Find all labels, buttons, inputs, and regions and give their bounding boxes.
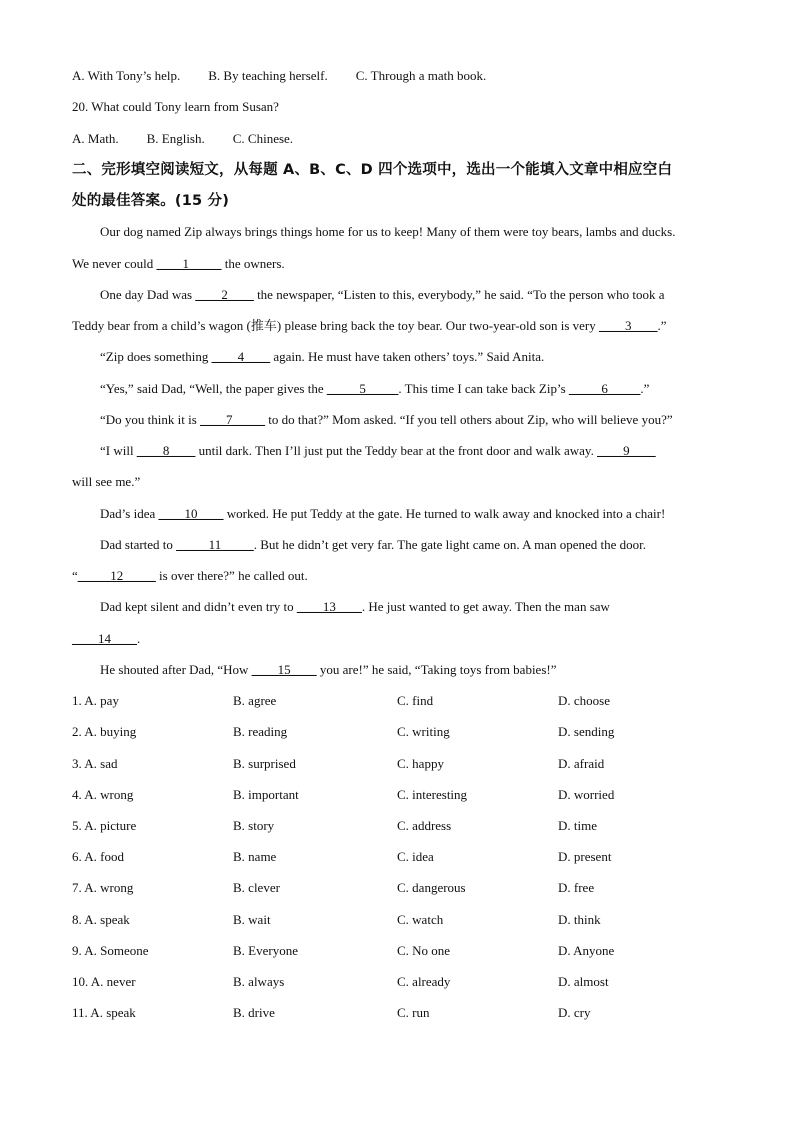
q19-option-c: C. Through a math book. (355, 68, 487, 83)
text: Dad’s idea (100, 506, 159, 521)
blank-3: ____3____ (598, 318, 658, 333)
option-8-a: 8. A. speak (72, 912, 130, 927)
blank-5: _____5_____ (326, 381, 399, 396)
passage-p7 (100, 505, 665, 523)
option-7-b: B. clever (233, 880, 280, 895)
option-11-a: 11. A. speak (72, 1005, 136, 1020)
passage-p1-line2 (72, 255, 285, 273)
passage-p8-line1 (100, 536, 646, 554)
text: the newspaper, “Listen to this, everybody,” he said. “To the person who took a (253, 287, 665, 302)
option-3-d: D. afraid (558, 756, 605, 771)
text: you are!” he said, “Taking toys from babies!” (316, 662, 557, 677)
text: to do that?” Mom asked. “If you tell others about Zip, who will believe you?” (265, 412, 673, 427)
passage-p5 (100, 411, 673, 429)
blank-14: ____14____ (72, 631, 137, 646)
text: . He just wanted to get away. Then the man saw (361, 599, 610, 614)
q19-option-b: B. By teaching herself. (208, 68, 328, 83)
option-10-b: B. always (233, 974, 285, 989)
option-5-b: B. story (233, 818, 275, 833)
passage-p10 (100, 661, 557, 679)
q19-options (72, 67, 486, 85)
option-4-b: B. important (233, 787, 299, 802)
passage-p8-line2 (72, 567, 308, 585)
blank-6: _____6_____ (568, 381, 641, 396)
passage-p9-line2 (72, 630, 140, 648)
option-2-a: 2. A. buying (72, 724, 137, 739)
option-1-c: C. find (397, 693, 434, 708)
text: “Zip does something (100, 349, 212, 364)
text: “ (72, 568, 78, 583)
text: “Yes,” said Dad, “Well, the paper gives the (100, 381, 327, 396)
option-9-d: D. Anyone (558, 943, 615, 958)
option-8-b: B. wait (233, 912, 271, 927)
option-2-b: B. reading (233, 724, 288, 739)
text: Teddy bear from a child’s wagon (推车) please bring back the toy bear. Our two-year-old son is very (72, 318, 599, 333)
option-7-a: 7. A. wrong (72, 880, 134, 895)
blank-12: _____12_____ (77, 568, 156, 583)
text: is over there?” he called out. (155, 568, 308, 583)
text: We never could (72, 256, 157, 271)
blank-2: ____2____ (195, 287, 254, 302)
q20-option-b: B. English. (146, 131, 205, 146)
option-9-c: C. No one (397, 943, 451, 958)
option-11-c: C. run (397, 1005, 430, 1020)
text: worked. He put Teddy at the gate. He turned to walk away and knocked into a chair! (223, 506, 666, 521)
option-5-d: D. time (558, 818, 597, 833)
passage-p2-line1 (100, 286, 665, 304)
option-11-b: B. drive (233, 1005, 275, 1020)
option-10-d: D. almost (558, 974, 609, 989)
text: until dark. Then I’ll just put the Teddy bear at the front door and walk away. (195, 443, 598, 458)
passage-p3 (100, 348, 544, 366)
blank-1: ____1_____ (156, 256, 222, 271)
section-heading-line2: 处的最佳答案。(15 分) (72, 193, 230, 209)
option-1-b: B. agree (233, 693, 277, 708)
option-1-a: 1. A. pay (72, 693, 119, 708)
q20-options (72, 130, 293, 148)
passage-p6-line2: will see me.” (72, 474, 141, 489)
passage-p6-line1 (100, 442, 656, 460)
text: “Do you think it is (100, 412, 201, 427)
option-2-d: D. sending (558, 724, 615, 739)
option-2-c: C. writing (397, 724, 450, 739)
section-heading-line1: 二、完形填空阅读短文，从每题 A、B、C、D 四个选项中，选出一个能填入文章中相应空白 (72, 162, 673, 178)
blank-15: ____15____ (251, 662, 317, 677)
passage-p4 (100, 380, 649, 398)
option-6-d: D. present (558, 849, 612, 864)
passage-p1-line1: Our dog named Zip always brings things home for us to keep! Many of them were toy bears, lambs and ducks. (100, 224, 676, 239)
text: Dad kept silent and didn’t even try to (100, 599, 297, 614)
text: again. He must have taken others’ toys.” Said Anita. (270, 349, 545, 364)
text: . But he didn’t get very far. The gate light came on. A man opened the door. (253, 537, 647, 552)
option-3-b: B. surprised (233, 756, 296, 771)
option-4-a: 4. A. wrong (72, 787, 134, 802)
option-6-c: C. idea (397, 849, 434, 864)
blank-8: ____8____ (136, 443, 196, 458)
q20-option-c: C. Chinese. (232, 131, 294, 146)
text: “I will (100, 443, 137, 458)
text: One day Dad was (100, 287, 196, 302)
q20-question: 20. What could Tony learn from Susan? (72, 99, 279, 114)
text: .” (640, 381, 650, 396)
option-3-c: C. happy (397, 756, 444, 771)
blank-11: _____11_____ (176, 537, 254, 552)
blank-4: ____4____ (211, 349, 271, 364)
blank-13: ____13____ (296, 599, 362, 614)
text: Dad started to (100, 537, 177, 552)
option-5-c: C. address (397, 818, 452, 833)
text: He shouted after Dad, “How (100, 662, 252, 677)
option-7-d: D. free (558, 880, 595, 895)
text: . (137, 631, 141, 646)
text: .” (657, 318, 667, 333)
option-8-d: D. think (558, 912, 601, 927)
option-9-b: B. Everyone (233, 943, 298, 958)
passage-p9-line1 (100, 598, 610, 616)
option-3-a: 3. A. sad (72, 756, 118, 771)
option-10-c: C. already (397, 974, 451, 989)
option-4-d: D. worried (558, 787, 615, 802)
text: . This time I can take back Zip’s (398, 381, 569, 396)
option-11-d: D. cry (558, 1005, 591, 1020)
option-6-b: B. name (233, 849, 277, 864)
option-9-a: 9. A. Someone (72, 943, 149, 958)
text: the owners. (221, 256, 285, 271)
q20-option-a: A. Math. (72, 131, 119, 146)
blank-7: ____7_____ (200, 412, 266, 427)
option-8-c: C. watch (397, 912, 444, 927)
q19-option-a: A. With Tony’s help. (72, 68, 181, 83)
option-6-a: 6. A. food (72, 849, 124, 864)
option-7-c: C. dangerous (397, 880, 466, 895)
option-5-a: 5. A. picture (72, 818, 137, 833)
passage-p2-line2 (72, 317, 667, 335)
option-1-d: D. choose (558, 693, 610, 708)
blank-10: ____10____ (158, 506, 224, 521)
option-4-c: C. interesting (397, 787, 468, 802)
option-10-a: 10. A. never (72, 974, 136, 989)
blank-9: ____9____ (597, 443, 656, 458)
